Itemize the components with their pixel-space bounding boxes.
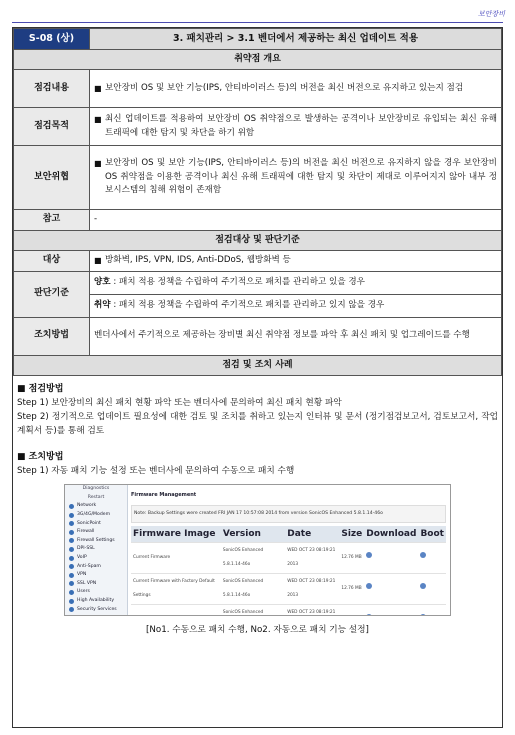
voip-icon	[69, 556, 74, 561]
case-body	[13, 376, 502, 637]
label-check-content: 점검내용	[14, 70, 90, 108]
sidebar-item: High Availability	[65, 597, 127, 606]
ha-icon	[69, 599, 74, 604]
cell-check-purpose	[90, 108, 502, 146]
download-icon[interactable]	[366, 614, 372, 616]
network-icon	[69, 504, 74, 509]
boot-icon[interactable]	[420, 614, 426, 616]
cell-criteria-good	[90, 271, 502, 294]
info-table	[13, 28, 502, 376]
table-row: Current Firmware SonicOS Enhanced 5.8.1.14-46o WED OCT 23 08:19:21 2013 12.76 MB	[131, 543, 446, 574]
cell-criteria-bad	[90, 294, 502, 317]
dpi-ssl-icon	[69, 547, 74, 552]
screenshot-main	[131, 488, 446, 615]
item-code: S-08 (상)	[14, 29, 90, 50]
col-download: Download	[364, 526, 418, 543]
section-overview: 취약점 개요	[14, 49, 502, 70]
text-target: 방화벽, IPS, VPN, IDS, Anti-DDoS, 웹방화벽 등	[105, 255, 291, 265]
col-version: Version	[221, 526, 285, 543]
action-heading: ■ 조치방법	[17, 452, 64, 462]
label-criteria: 판단기준	[14, 271, 90, 317]
antispam-icon	[69, 564, 74, 569]
firewall-icon	[69, 530, 74, 535]
col-image: Firmware Image	[131, 526, 221, 543]
criteria-good-text: : 패치 적용 정책을 수립하여 주기적으로 패치를 관리하고 있을 경우	[110, 276, 365, 287]
sidebar-item: DPI-SSL	[65, 545, 127, 554]
label-reference: 참고	[14, 210, 90, 231]
sidebar-item: VPN	[65, 571, 127, 580]
header-rule	[12, 22, 503, 23]
label-threat: 보안위협	[14, 146, 90, 210]
backup-note: Note: Backup Settings were created FRI JAN 17 10:57:08 2014 from version SonicOS Enhanced 5.8.1.14-46o	[131, 505, 446, 523]
inspect-step-1: Step 1) 보안장비의 최신 패치 현황 파악 또는 벤더사에 문의하여 최신 패치 현황 파악	[17, 398, 342, 408]
sidebar-item: Network	[65, 502, 127, 511]
security-services-icon	[69, 607, 74, 612]
cell-check-content	[90, 70, 502, 108]
text-check-purpose: 최신 업데이트를 적용하여 보안장비 OS 취약점으로 발생하는 공격이나 보안장비로 유입되는 최신 유해 트래픽에 대한 탐지 및 차단을 하기 위함	[105, 114, 497, 138]
header-tag: 보안장비	[477, 10, 505, 18]
bullet-icon: ■	[94, 159, 102, 169]
firmware-title: Firmware Management	[131, 492, 197, 498]
bullet-icon: ■	[94, 115, 102, 124]
sidebar-item: VoIP	[65, 554, 127, 563]
text-reference: -	[90, 210, 502, 231]
sidebar-item: SonicPoint	[65, 519, 127, 528]
sidebar-item: Firewall Settings	[65, 537, 127, 546]
bullet-icon: ■	[94, 256, 102, 265]
download-icon[interactable]	[366, 583, 372, 589]
sidebar-item: Diagnostics	[82, 486, 110, 492]
text-check-content: 보안장비 OS 및 보안 기능(IPS, 안티바이러스 등)의 버전을 최신 버전으로 유지하고 있는지 점검	[105, 82, 464, 93]
screenshot-sidebar	[65, 485, 128, 615]
modem-icon	[69, 513, 74, 518]
boot-icon[interactable]	[420, 583, 426, 589]
sonicpoint-icon	[69, 521, 74, 526]
sidebar-item: 3G/4G/Modem	[65, 511, 127, 520]
sidebar-item: Security Services	[65, 605, 127, 614]
inspect-heading: ■ 점검방법	[17, 384, 64, 394]
users-icon	[69, 590, 74, 595]
text-action: 벤더사에서 주기적으로 제공하는 장비별 최신 취약점 정보를 파악 후 최신 패치 및 업그레이드를 수행	[90, 317, 502, 355]
sidebar-item: Users	[65, 588, 127, 597]
bullet-icon: ■	[94, 83, 102, 93]
boot-icon[interactable]	[420, 552, 426, 558]
firmware-screenshot	[64, 484, 451, 616]
download-icon[interactable]	[366, 552, 372, 558]
label-action: 조치방법	[14, 317, 90, 355]
section-target: 점검대상 및 판단기준	[14, 230, 502, 251]
sidebar-item: Restart	[87, 494, 105, 500]
criteria-good-key: 양호	[94, 276, 111, 287]
col-boot: Boot	[418, 526, 446, 543]
cell-target	[90, 251, 502, 272]
firewall-settings-icon	[69, 538, 74, 543]
action-step-1: Step 1) 자동 패치 기능 설정 또는 벤더사에 문의하여 수동으로 패치 수행	[17, 466, 295, 476]
table-row: SonicOS Enhanced WED OCT 23 08:19:21	[131, 605, 446, 617]
document-frame	[12, 27, 503, 728]
item-title: 3. 패치관리 > 3.1 벤더에서 제공하는 최신 업데이트 적용	[90, 29, 502, 50]
vpn-icon	[69, 573, 74, 578]
firmware-table	[131, 526, 446, 616]
title-row	[14, 29, 502, 50]
inspect-step-2: Step 2) 정기적으로 업데이트 필요성에 대한 검토 및 조치를 취하고 있는지 인터뷰 및 문서 (정기점검보고서, 검토보고서, 작업계획서 등)를 통해 검토	[17, 412, 498, 436]
col-date: Date	[285, 526, 339, 543]
sidebar-item: Anti-Spam	[65, 562, 127, 571]
sidebar-item: Firewall	[65, 528, 127, 537]
col-size: Size	[339, 526, 364, 543]
table-row: Current Firmware with Factory Default Settings SonicOS Enhanced 5.8.1.14-46o WED OCT 23 08:19:21 2013 12.76 MB	[131, 574, 446, 605]
text-threat: 보안장비 OS 및 보안 기능(IPS, 안티바이러스 등)의 버전을 최신 버전으로 유지하지 않을 경우 보안장비 OS 취약점을 이용한 공격이나 최신 유해 트래픽에 대한 탐지 및 차단이 제대로 이루어지지 않아 내부 정보시스템의 침해 위험이 존재함	[105, 158, 497, 196]
label-check-purpose: 점검목적	[14, 108, 90, 146]
sidebar-item: SSL VPN	[65, 580, 127, 589]
criteria-bad-key: 취약	[94, 299, 111, 310]
cell-threat	[90, 146, 502, 210]
label-target: 대상	[14, 251, 90, 272]
section-cases: 점검 및 조치 사례	[14, 355, 502, 376]
sslvpn-icon	[69, 581, 74, 586]
criteria-bad-text: : 패치 적용 정책을 수립하여 주기적으로 패치를 관리하고 있지 않을 경우	[110, 299, 385, 310]
figure-caption: [No1. 수동으로 패치 수행, No2. 자동으로 패치 기능 설정]	[146, 625, 369, 635]
